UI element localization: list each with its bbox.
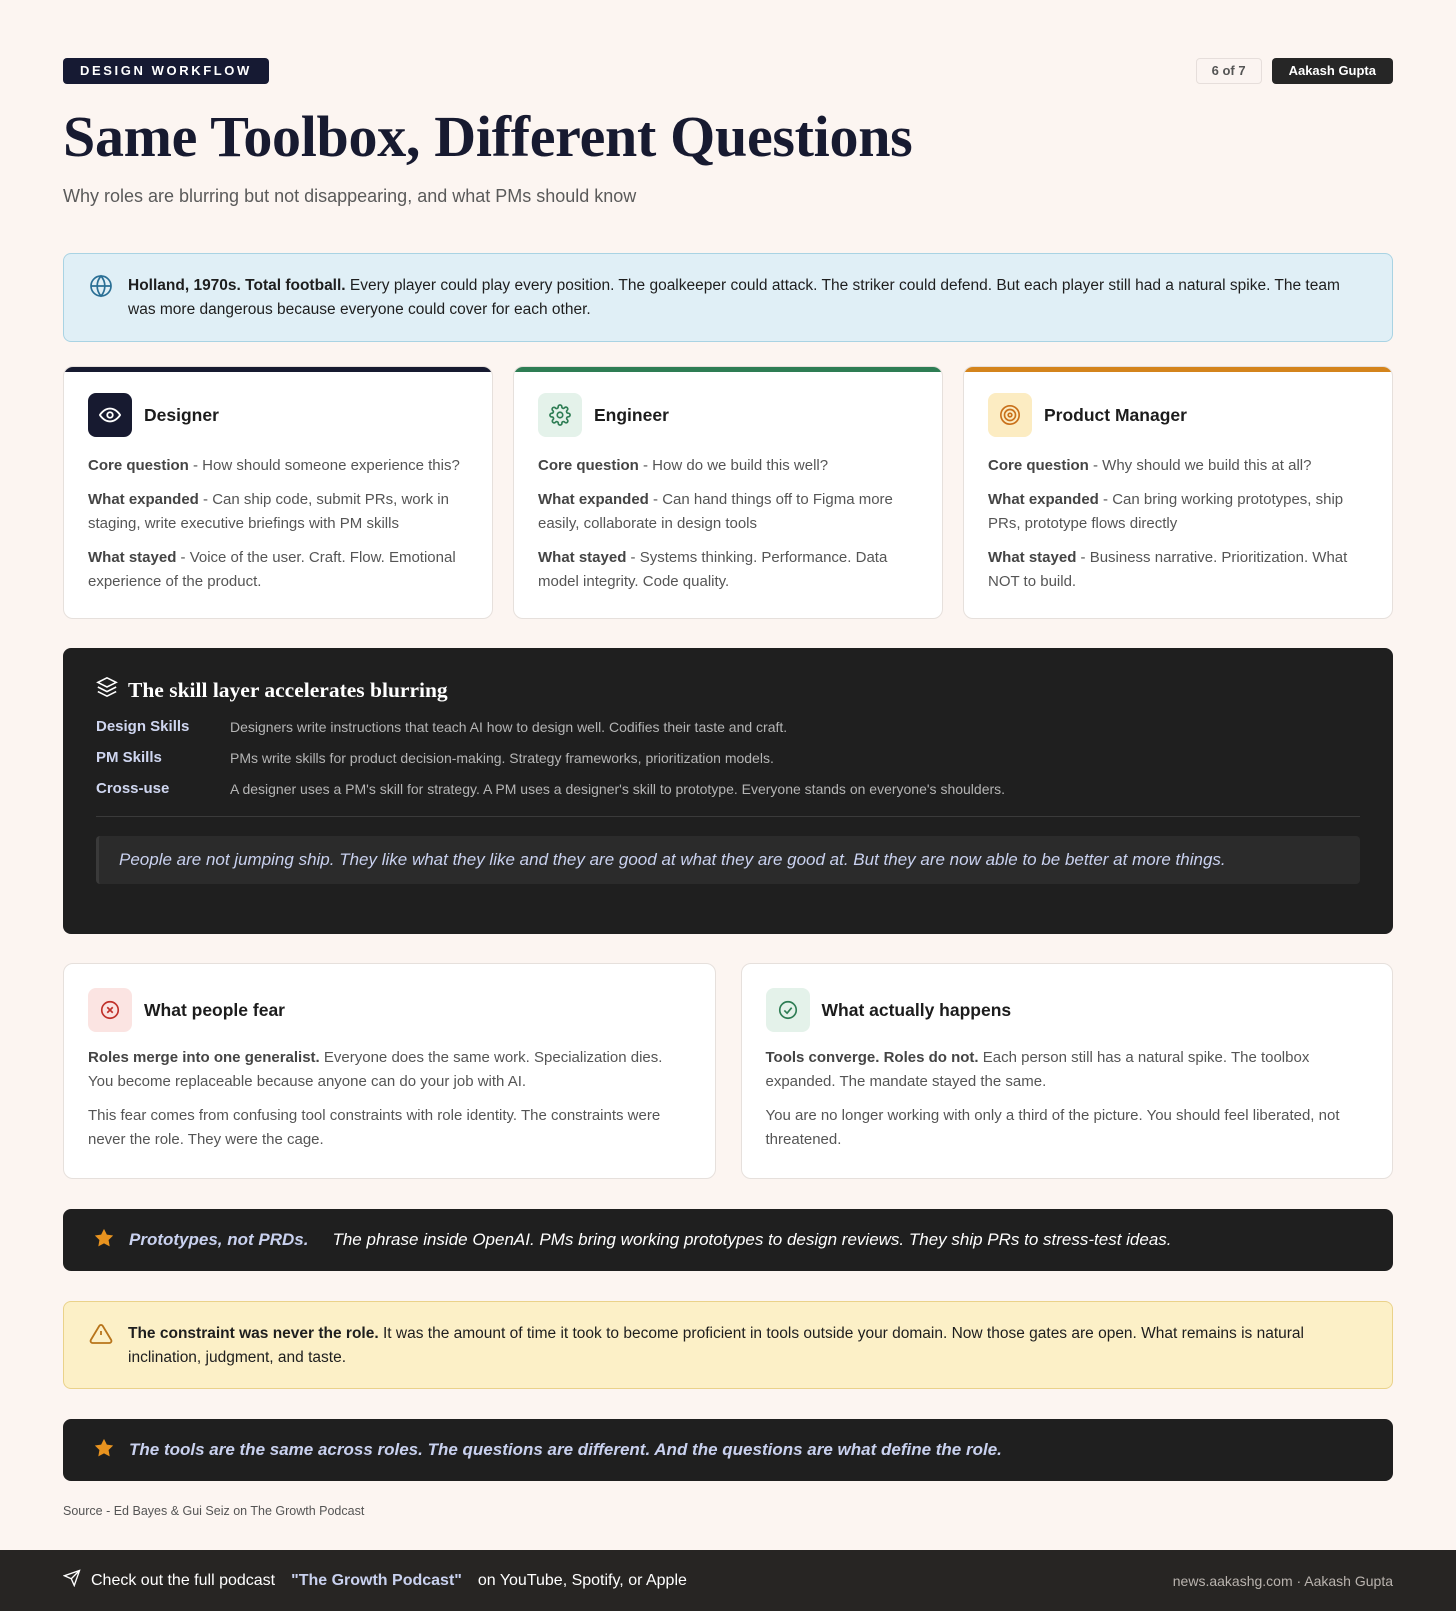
core-question: Core question - How do we build this well? — [538, 457, 829, 474]
skill-value: PMs write skills for product decision-making. Strategy frameworks, prioritization models. — [230, 750, 774, 766]
skill-key: Cross-use — [96, 780, 170, 797]
core-question: Core question - Why should we build this at all? — [988, 457, 1312, 474]
skill-layer-panel — [63, 648, 1393, 934]
divider — [96, 816, 1360, 817]
category-tag: DESIGN WORKFLOW — [63, 58, 269, 84]
skill-value: A designer uses a PM's skill for strategy. A PM uses a designer's skill to prototype. Everyone stands on everyone's shoulders. — [230, 781, 1006, 797]
reality-text: Tools converge. Roles do not. Each person still has a natural spike. The toolbox expanded. The mandate stayed the same. — [765, 1049, 1310, 1090]
skill-quote: People are not jumping ship. They like what they like and they are good at what they are good at. But they are now able to be better at more things. — [96, 836, 1360, 884]
core-question: Core question - How should someone experience this? — [88, 457, 460, 474]
reality-title: What actually happens — [821, 999, 1012, 1020]
gear-icon — [538, 393, 582, 437]
what-expanded: What expanded - Can bring working prototypes, ship PRs, prototype flows directly — [988, 491, 1344, 532]
role-title: Product Manager — [1044, 404, 1187, 425]
role-card-designer — [63, 366, 493, 619]
banner-highlight: Prototypes, not PRDs. — [129, 1230, 309, 1249]
x-circle-icon — [88, 988, 132, 1032]
role-cards — [63, 366, 1393, 619]
warning-text: It was the amount of time it took to become proficient in tools outside your domain. Now those gates are open. What remains is natural inclination, judgment, and taste. — [128, 1325, 1304, 1366]
warning-bold: The constraint was never the role. — [128, 1325, 379, 1342]
skill-row — [96, 718, 1360, 735]
skill-key: PM Skills — [96, 749, 162, 766]
fear-vs-reality — [63, 963, 1393, 1179]
reality-explanation: You are no longer working with only a third of the picture. You should feel liberated, not threatened. — [765, 1107, 1340, 1148]
prototypes-banner — [63, 1209, 1393, 1271]
what-expanded: What expanded - Can hand things off to Figma more easily, collaborate in design tools — [538, 491, 893, 532]
page — [63, 58, 1393, 1518]
source-note: Source - Ed Bayes & Gui Seiz on The Growth Podcast — [63, 1504, 365, 1518]
role-title: Engineer — [594, 404, 669, 425]
reality-card — [741, 963, 1394, 1179]
role-card-product-manager — [963, 366, 1393, 619]
footer — [0, 1550, 1456, 1611]
what-stayed: What stayed - Voice of the user. Craft. Flow. Emotional experience of the product. — [88, 549, 456, 590]
skill-row — [96, 780, 1360, 797]
role-title: Designer — [144, 404, 219, 425]
layers-icon — [96, 676, 118, 704]
page-indicator: 6 of 7 — [1196, 58, 1262, 84]
fear-title: What people fear — [144, 999, 285, 1020]
accent-bar — [514, 367, 942, 372]
accent-bar — [64, 367, 492, 372]
target-icon — [988, 393, 1032, 437]
skill-layer-title: The skill layer accelerates blurring — [96, 676, 1360, 704]
closing-banner — [63, 1419, 1393, 1481]
banner-text: The phrase inside OpenAI. PMs bring working prototypes to design reviews. They ship PRs to stress-test ideas. — [332, 1230, 1172, 1249]
podcast-link[interactable]: "The Growth Podcast" — [291, 1571, 462, 1589]
skill-row — [96, 749, 1360, 766]
warning-callout — [63, 1301, 1393, 1389]
star-icon — [93, 1227, 115, 1254]
eye-icon — [88, 393, 132, 437]
skill-value: Designers write instructions that teach AI how to design well. Codifies their taste and craft. — [230, 719, 788, 735]
fear-text: Roles merge into one generalist. Everyone does the same work. Specialization dies. You become replaceable because anyone can do your job with AI. — [88, 1049, 663, 1090]
what-expanded: What expanded - Can ship code, submit PRs, work in staging, write executive briefings with PM skills — [88, 491, 449, 532]
globe-icon — [89, 274, 113, 306]
author-badge: Aakash Gupta — [1272, 58, 1393, 84]
closing-text: The tools are the same across roles. The questions are different. And the questions are what define the role. — [129, 1440, 1002, 1459]
check-circle-icon — [766, 988, 810, 1032]
what-stayed: What stayed - Systems thinking. Performance. Data model integrity. Code quality. — [538, 549, 888, 590]
footer-site[interactable]: news.aakashg.com · Aakash Gupta — [1172, 1572, 1393, 1589]
page-title: Same Toolbox, Different Questions — [63, 104, 913, 169]
page-subtitle: Why roles are blurring but not disappearing, and what PMs should know — [63, 186, 637, 206]
accent-bar — [964, 367, 1392, 372]
star-icon — [93, 1437, 115, 1464]
top-bar — [63, 58, 1393, 84]
footer-post: on YouTube, Spotify, or Apple — [477, 1571, 687, 1589]
warning-icon — [89, 1322, 113, 1354]
intro-bold: Holland, 1970s. Total football. — [128, 277, 346, 294]
skill-key: Design Skills — [96, 718, 190, 735]
intro-text: Every player could play every position. The goalkeeper could attack. The striker could defend. But each player still had a natural spike. The team was more dangerous because everyone could cover for each other. — [128, 277, 1340, 318]
footer-cta[interactable] — [63, 1569, 687, 1592]
fear-explanation: This fear comes from confusing tool constraints with role identity. The constraints were never the role. They were the cage. — [88, 1107, 661, 1148]
header-badges — [1196, 58, 1393, 84]
send-icon — [63, 1569, 81, 1592]
fear-card — [63, 963, 716, 1179]
footer-pre: Check out the full podcast — [91, 1571, 276, 1589]
intro-callout — [63, 253, 1393, 342]
role-card-engineer — [513, 366, 943, 619]
what-stayed: What stayed - Business narrative. Prioritization. What NOT to build. — [988, 549, 1348, 590]
